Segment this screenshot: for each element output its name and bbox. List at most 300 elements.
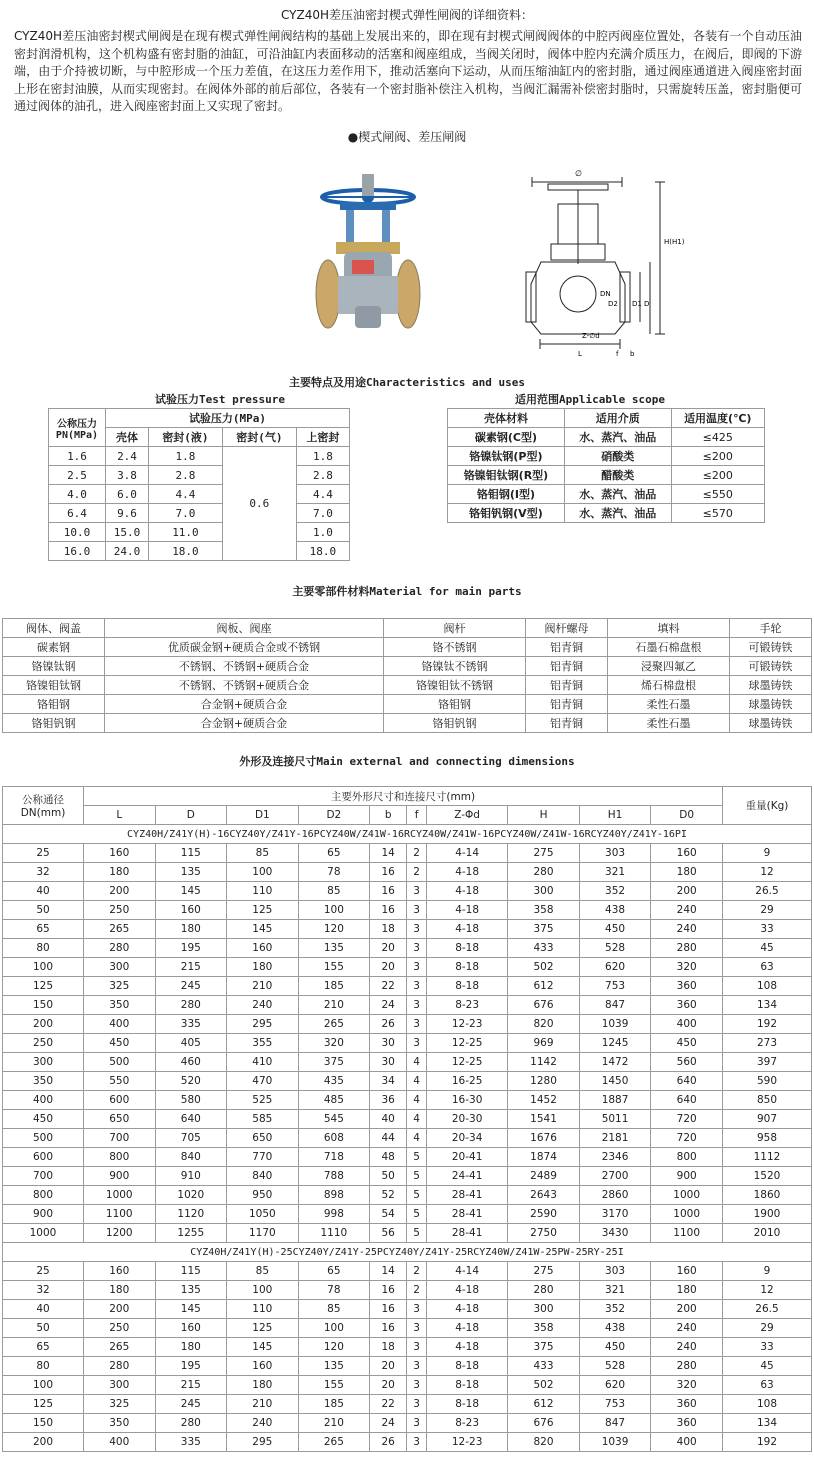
header-body-bonnet: 阀体、阀盖 [3, 619, 105, 638]
cell: 85 [227, 844, 299, 863]
table-row [3, 958, 812, 977]
column-header: L [84, 806, 156, 825]
drawing-label-2: DN [600, 290, 611, 298]
table-row [3, 977, 812, 996]
cell: 29 [723, 1319, 812, 1338]
cell: 215 [155, 1376, 227, 1395]
cell: 碳素钢(C型) [448, 428, 565, 447]
caption-applicable-scope: 适用范围Applicable scope [515, 393, 665, 406]
cell: 18.0 [296, 542, 349, 561]
cell: 5 [407, 1205, 427, 1224]
table-row [3, 1053, 812, 1072]
cell: 20 [370, 939, 407, 958]
cell: 435 [298, 1072, 370, 1091]
caption-dimensions: 外形及连接尺寸Main external and connecting dimensions [239, 755, 575, 768]
cell: 100 [298, 901, 370, 920]
cell: 160 [84, 1262, 156, 1281]
cell: 160 [227, 1357, 299, 1376]
drawing-label-3: D2 [608, 300, 618, 308]
cell: 球墨铸铁 [730, 676, 812, 695]
table-row [3, 1148, 812, 1167]
cell: 800 [651, 1148, 723, 1167]
cell: 8-23 [426, 1414, 507, 1433]
cell: 水、蒸汽、油品 [564, 485, 671, 504]
cell: 2 [407, 1262, 427, 1281]
cell: 847 [579, 996, 651, 1015]
subheader-seal-gas: 密封(气) [222, 428, 296, 447]
column-header: b [370, 806, 407, 825]
cell: 847 [579, 1414, 651, 1433]
dimensions-table [2, 786, 812, 1452]
header-stem: 阀杆 [384, 619, 526, 638]
column-header: H1 [579, 806, 651, 825]
cell: 400 [651, 1015, 723, 1034]
header-shell-material: 壳体材料 [448, 409, 565, 428]
cell: 612 [508, 1395, 580, 1414]
cell: 280 [508, 1281, 580, 1300]
cell: 8-18 [426, 958, 507, 977]
cell: 303 [579, 844, 651, 863]
cell: 145 [155, 882, 227, 901]
cell: 898 [298, 1186, 370, 1205]
cell: 54 [370, 1205, 407, 1224]
cell: 26.5 [723, 1300, 812, 1319]
cell: 30 [370, 1053, 407, 1072]
cell: 485 [298, 1091, 370, 1110]
cell: 1472 [579, 1053, 651, 1072]
cell: 铝青铜 [526, 714, 608, 733]
drawing-label-0: ∅ [575, 169, 582, 178]
model-label: CYZ40H/Z41Y(H)-25CYZ40Y/Z41Y-25PCYZ40Y/Z41Y-25RCYZ40W/Z41W-25PW-25RY-25I [3, 1243, 812, 1262]
cell: 1541 [508, 1110, 580, 1129]
cell: 110 [227, 882, 299, 901]
cell: 柔性石墨 [608, 714, 730, 733]
cell: 1.6 [49, 447, 106, 466]
cell: 2010 [723, 1224, 812, 1243]
cell: 1280 [508, 1072, 580, 1091]
cell: 26.5 [723, 882, 812, 901]
cell: 4-18 [426, 901, 507, 920]
cell: 5 [407, 1224, 427, 1243]
cell: 135 [155, 863, 227, 882]
cell: 浸聚四氟乙 [608, 657, 730, 676]
cell: 铬镍钛不锈钢 [384, 657, 526, 676]
cell: 1112 [723, 1148, 812, 1167]
caption-characteristics: 主要特点及用途Characteristics and uses [289, 376, 525, 389]
cell: 295 [227, 1015, 299, 1034]
cell: 350 [84, 1414, 156, 1433]
table-row [448, 485, 765, 504]
cell: 10.0 [49, 523, 106, 542]
cell: 3170 [579, 1205, 651, 1224]
drawing-label-1: H(H1) [664, 238, 685, 246]
cell: 400 [84, 1015, 156, 1034]
cell: 210 [227, 977, 299, 996]
drawing-label-6: Z-∅d [582, 332, 600, 340]
cell: 100 [3, 1376, 84, 1395]
table-row [3, 695, 812, 714]
cell: 240 [651, 1319, 723, 1338]
cell: 180 [155, 1338, 227, 1357]
caption-materials: 主要零部件材料Material for main parts [292, 585, 522, 598]
cell: 520 [155, 1072, 227, 1091]
cell: 26 [370, 1015, 407, 1034]
cell: 铬钼钢 [3, 695, 105, 714]
table-row [49, 447, 350, 466]
cell: 145 [155, 1300, 227, 1319]
cell: 600 [3, 1148, 84, 1167]
cell: 280 [84, 939, 156, 958]
cell: 65 [3, 1338, 84, 1357]
product-images [0, 144, 814, 362]
cell: 100 [227, 863, 299, 882]
cell: 85 [298, 882, 370, 901]
cell: 1452 [508, 1091, 580, 1110]
cell: 210 [227, 1395, 299, 1414]
cell: 2 [407, 863, 427, 882]
cell: 14 [370, 1262, 407, 1281]
cell: 铬不锈钢 [384, 638, 526, 657]
cell: 160 [155, 1319, 227, 1338]
cell: 360 [651, 1395, 723, 1414]
cell: 4.4 [149, 485, 223, 504]
cell: 4 [407, 1129, 427, 1148]
cell: 250 [3, 1034, 84, 1053]
cell: 560 [651, 1053, 723, 1072]
cell: 500 [84, 1053, 156, 1072]
cell: 20 [370, 1357, 407, 1376]
cell: 1900 [723, 1205, 812, 1224]
cell: 52 [370, 1186, 407, 1205]
table-row [448, 466, 765, 485]
column-header: f [407, 806, 427, 825]
cell: 铝青铜 [526, 657, 608, 676]
cell: 788 [298, 1167, 370, 1186]
cell: 720 [651, 1110, 723, 1129]
cell: 合金钢+硬质合金 [104, 695, 383, 714]
cell: 20 [370, 958, 407, 977]
cell: 397 [723, 1053, 812, 1072]
cell: 50 [3, 1319, 84, 1338]
cell: 40 [3, 1300, 84, 1319]
cell: 石墨石棉盘根 [608, 638, 730, 657]
cell: 3.8 [106, 466, 149, 485]
cell: 2489 [508, 1167, 580, 1186]
cell: 300 [508, 1300, 580, 1319]
cell: 160 [227, 939, 299, 958]
cell: 24 [370, 1414, 407, 1433]
cell: 676 [508, 996, 580, 1015]
cell: 3 [407, 958, 427, 977]
cell: 1039 [579, 1433, 651, 1452]
cell: 7.0 [296, 504, 349, 523]
table-row [49, 504, 350, 523]
cell: 125 [3, 977, 84, 996]
cell: 24 [370, 996, 407, 1015]
cell: 4 [407, 1072, 427, 1091]
cell: 6.4 [49, 504, 106, 523]
cell: 135 [298, 939, 370, 958]
cell: 醋酸类 [564, 466, 671, 485]
header-dn: 公称通径DN(mm) [3, 787, 84, 825]
cell: 25 [3, 844, 84, 863]
table-row [3, 1414, 812, 1433]
cell: 28-41 [426, 1186, 507, 1205]
cell: 134 [723, 996, 812, 1015]
cell: 12-25 [426, 1034, 507, 1053]
cell: 240 [651, 1338, 723, 1357]
cell: 36 [370, 1091, 407, 1110]
table-row [3, 1433, 812, 1452]
cell: 45 [723, 939, 812, 958]
cell: 铬钼钒钢(V型) [448, 504, 565, 523]
cell: 5 [407, 1148, 427, 1167]
cell: 850 [723, 1091, 812, 1110]
cell: 碳素钢 [3, 638, 105, 657]
cell: 22 [370, 1395, 407, 1414]
table-row [3, 1129, 812, 1148]
cell: 528 [579, 1357, 651, 1376]
column-header: D [155, 806, 227, 825]
cell: 150 [3, 996, 84, 1015]
cell: 4-18 [426, 1300, 507, 1319]
cell: 3 [407, 1300, 427, 1319]
cell: 水、蒸汽、油品 [564, 428, 671, 447]
cell: 2.8 [296, 466, 349, 485]
table-row [448, 447, 765, 466]
cell: 192 [723, 1015, 812, 1034]
cell: 铬钼钒钢 [384, 714, 526, 733]
cell: 438 [579, 901, 651, 920]
cell: 56 [370, 1224, 407, 1243]
cell: 280 [508, 863, 580, 882]
cell: 840 [155, 1148, 227, 1167]
table-row [448, 504, 765, 523]
model-row [3, 825, 812, 844]
cell: 1450 [579, 1072, 651, 1091]
cell: 3 [407, 1357, 427, 1376]
cell: 28-41 [426, 1205, 507, 1224]
cell: 8-18 [426, 1357, 507, 1376]
cell: 26 [370, 1433, 407, 1452]
cell: 612 [508, 977, 580, 996]
cell: 640 [651, 1091, 723, 1110]
cell: 210 [298, 996, 370, 1015]
cell: 135 [298, 1357, 370, 1376]
cell: 4-14 [426, 1262, 507, 1281]
cell: 40 [3, 882, 84, 901]
cell: ≤570 [671, 504, 764, 523]
cell: 180 [651, 1281, 723, 1300]
cell: 820 [508, 1015, 580, 1034]
cell: 502 [508, 1376, 580, 1395]
cell: 15.0 [106, 523, 149, 542]
cell: 不锈钢、不锈钢+硬质合金 [104, 676, 383, 695]
cell: 1000 [651, 1205, 723, 1224]
cell: 7.0 [149, 504, 223, 523]
cell: 753 [579, 1395, 651, 1414]
cell: 3 [407, 1395, 427, 1414]
table-row [3, 882, 812, 901]
cell: 1.8 [149, 447, 223, 466]
header-disc-seat: 阀板、阀座 [104, 619, 383, 638]
cell: 600 [84, 1091, 156, 1110]
cell: 240 [227, 996, 299, 1015]
cell: 1874 [508, 1148, 580, 1167]
cell: 2 [407, 844, 427, 863]
cell: 650 [84, 1110, 156, 1129]
cell: 192 [723, 1433, 812, 1452]
cell: 1.0 [296, 523, 349, 542]
cell: 1887 [579, 1091, 651, 1110]
cell: 18.0 [149, 542, 223, 561]
cell: 998 [298, 1205, 370, 1224]
cell: 5 [407, 1167, 427, 1186]
cell: 2.8 [149, 466, 223, 485]
cell: 350 [3, 1072, 84, 1091]
header-test-pressure: 试验压力(MPa) [106, 409, 350, 428]
cell: 150 [3, 1414, 84, 1433]
cell: 80 [3, 939, 84, 958]
cell: 1.8 [296, 447, 349, 466]
cell: 1050 [227, 1205, 299, 1224]
cell: 20 [370, 1376, 407, 1395]
cell: 720 [651, 1129, 723, 1148]
cell: 180 [84, 863, 156, 882]
cell: 180 [227, 1376, 299, 1395]
cell: 1245 [579, 1034, 651, 1053]
cell: 300 [3, 1053, 84, 1072]
cell: 优质碳金钢+硬质合金或不锈钢 [104, 638, 383, 657]
cell: 280 [155, 1414, 227, 1433]
cell: ≤200 [671, 447, 764, 466]
cell: 22 [370, 977, 407, 996]
cell: 33 [723, 920, 812, 939]
cell: 240 [227, 1414, 299, 1433]
cell: 295 [227, 1433, 299, 1452]
model-label: CYZ40H/Z41Y(H)-16CYZ40Y/Z41Y-16PCYZ40W/Z41W-16RCYZ40W/Z41W-16PCYZ40W/Z41W-16RCYZ40Y/Z41Y-16PI [3, 825, 812, 844]
cell: 335 [155, 1433, 227, 1452]
cell: 1000 [84, 1186, 156, 1205]
table-row [3, 1357, 812, 1376]
gas-seal-value: 0.6 [222, 447, 296, 561]
table-row [3, 920, 812, 939]
cell: 铬镍钼钛钢 [3, 676, 105, 695]
table-row [3, 1262, 812, 1281]
column-header: D2 [298, 806, 370, 825]
cell: 700 [3, 1167, 84, 1186]
cell: 770 [227, 1148, 299, 1167]
cell: 2181 [579, 1129, 651, 1148]
cell: 195 [155, 1357, 227, 1376]
cell: 300 [84, 958, 156, 977]
table-row [3, 863, 812, 882]
cell: 110 [227, 1300, 299, 1319]
cell: 245 [155, 1395, 227, 1414]
cell: 16.0 [49, 542, 106, 561]
drawing-label-5: D [644, 300, 650, 308]
table-row [49, 542, 350, 561]
table-row [3, 714, 812, 733]
cell: 18 [370, 1338, 407, 1357]
cell: 50 [370, 1167, 407, 1186]
cell: 16 [370, 1319, 407, 1338]
cell: 200 [651, 1300, 723, 1319]
table-row [3, 1205, 812, 1224]
cell: 3 [407, 1319, 427, 1338]
cell: 180 [84, 1281, 156, 1300]
cell: 铝青铜 [526, 638, 608, 657]
table-row [49, 466, 350, 485]
table-row [3, 1224, 812, 1243]
table-row [3, 1072, 812, 1091]
cell: 铬镍钛钢(P型) [448, 447, 565, 466]
cell: 900 [84, 1167, 156, 1186]
cell: 铬钼钒钢 [3, 714, 105, 733]
cell: 300 [508, 882, 580, 901]
cell: 375 [508, 920, 580, 939]
cell: 1170 [227, 1224, 299, 1243]
section-subhead: ●楔式闸阀、差压闸阀 [347, 130, 467, 144]
cell: 470 [227, 1072, 299, 1091]
cell: 85 [298, 1300, 370, 1319]
cell: 2 [407, 1281, 427, 1300]
cell: 50 [3, 901, 84, 920]
cell: 8-18 [426, 1395, 507, 1414]
cell: 球墨铸铁 [730, 714, 812, 733]
cell: 硝酸类 [564, 447, 671, 466]
cell: 16 [370, 1281, 407, 1300]
cell: 4-18 [426, 863, 507, 882]
cell: 320 [651, 1376, 723, 1395]
cell: 3 [407, 901, 427, 920]
cell: 433 [508, 939, 580, 958]
drawing-label-8: f [616, 350, 619, 358]
cell: 4 [407, 1053, 427, 1072]
subheader-upper-seal: 上密封 [296, 428, 349, 447]
cell: 2700 [579, 1167, 651, 1186]
cell: 1520 [723, 1167, 812, 1186]
cell: 240 [651, 901, 723, 920]
header-main-dimensions: 主要外形尺寸和连接尺寸(mm) [84, 787, 723, 806]
cell: 4 [407, 1110, 427, 1129]
cell: 502 [508, 958, 580, 977]
cell: 100 [298, 1319, 370, 1338]
cell: 45 [723, 1357, 812, 1376]
cell: 34 [370, 1072, 407, 1091]
cell: 11.0 [149, 523, 223, 542]
cell: 250 [84, 1319, 156, 1338]
cell: 1039 [579, 1015, 651, 1034]
cell: 640 [651, 1072, 723, 1091]
cell: 450 [579, 1338, 651, 1357]
page-title: CYZ40H差压油密封楔式弹性闸阀的详细资料： [280, 8, 533, 22]
cell: 265 [84, 920, 156, 939]
cell: 950 [227, 1186, 299, 1205]
cell: 450 [651, 1034, 723, 1053]
intro-paragraph: CYZ40H差压油密封楔式闸阀是在现有楔式弹性闸阀结构的基础上发展出来的，即在现有封楔式闸阀阀体的中腔丙阀座位置处，各装有一个自动压油密封润滑机构，这个机构盛有密封脂的油缸，可沿油缸内表面移动的活塞和阀座组成，当阀关闭时，阀体中腔内充满介质压力，在阀后，即阀的下游端，由于介持被切断，与中腔形成一个压力差值，在这压力差作用下，推动活塞向下运动，从而压缩油缸内的密封脂，通过阀座通道进入阀座密封面上形在密封油膜，从而实现密封。在阀体外部的前后部位，各装有一个密封脂补偿注入机构，当阀汇漏需补偿密封脂时，只需旋转压盖，密封脂便可通过阀体的油孔，进入阀座密封面上又实现了密封。 [14, 29, 802, 113]
cell: 321 [579, 1281, 651, 1300]
cell: 烯石棉盘根 [608, 676, 730, 695]
cell: 2.4 [106, 447, 149, 466]
table-row [3, 1281, 812, 1300]
cell: 4-18 [426, 1281, 507, 1300]
cell: 525 [227, 1091, 299, 1110]
cell: 12-25 [426, 1053, 507, 1072]
cell: 200 [84, 882, 156, 901]
cell: 3 [407, 882, 427, 901]
cell: 65 [298, 1262, 370, 1281]
